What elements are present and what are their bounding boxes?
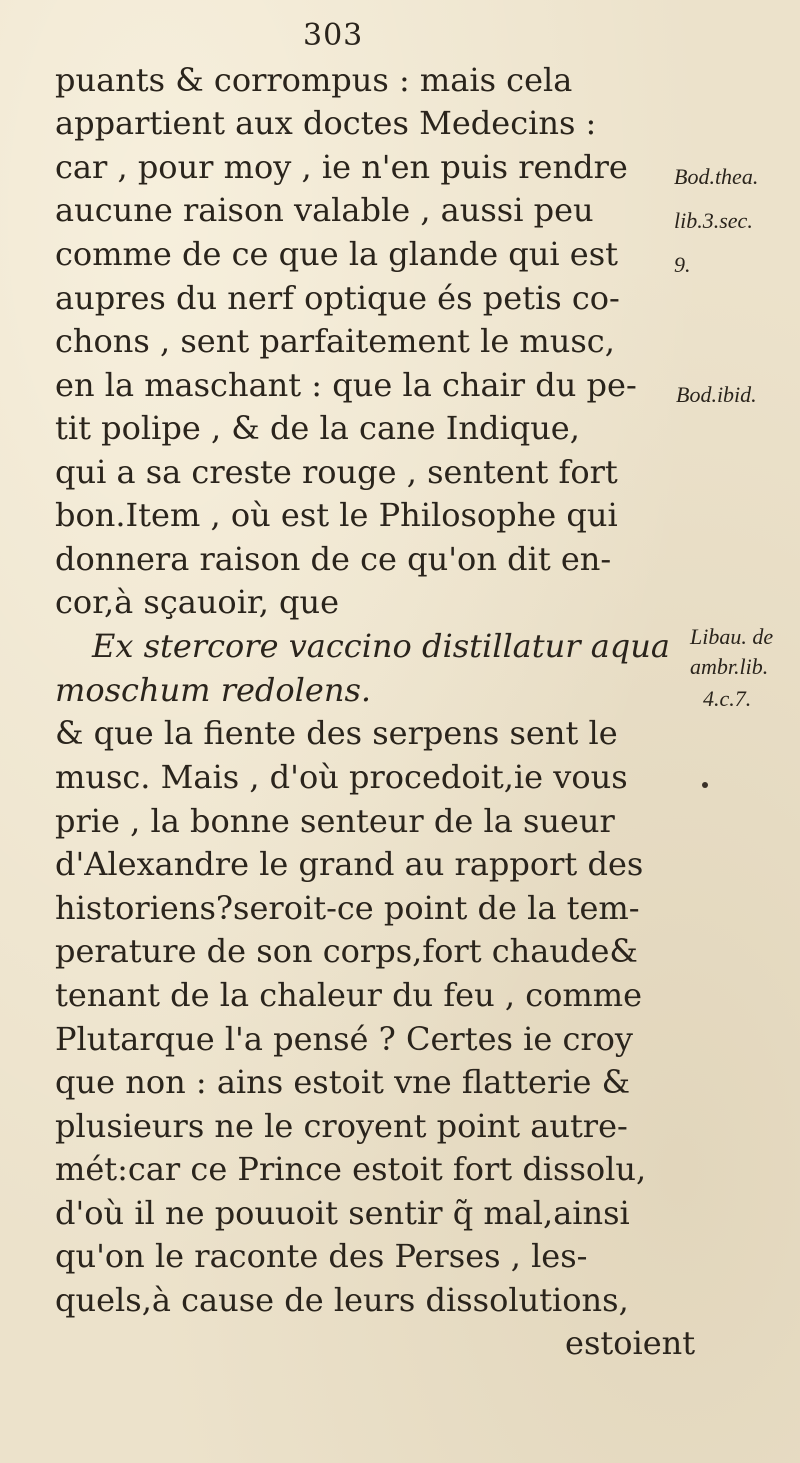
latin-quote-line-1: Ex stercore vaccino distillatur aqua <box>92 627 670 665</box>
text-line-6: aupres du nerf optique és petis co- <box>55 279 620 317</box>
latin-quote-line-2: moschum redolens. <box>55 671 372 709</box>
text-line-2: appartient aux doctes Medecins : <box>55 104 597 142</box>
text-line-5: comme de ce que la glande qui est <box>55 235 619 273</box>
text-line-1: puants & corrompus : mais cela <box>55 61 573 99</box>
catchword: estoient <box>565 1324 696 1362</box>
text-line-23: Plutarque l'a pensé ? Certes ie croy <box>55 1020 633 1058</box>
text-line-27: d'où il ne pouuoit sentir q̃ mal,ainsi <box>55 1194 630 1232</box>
margin-note-libau-3: 4.c.7. <box>703 686 752 711</box>
text-line-19: d'Alexandre le grand au rapport des <box>55 845 644 883</box>
text-line-13: cor,à sçauoir, que <box>55 583 340 621</box>
text-line-3: car , pour moy , ie n'en puis rendre <box>55 148 628 186</box>
text-line-9: tit polipe , & de la cane Indique, <box>55 409 580 447</box>
text-line-29: quels,à cause de leurs dissolutions, <box>55 1281 629 1319</box>
text-line-16: & que la fiente des serpens sent le <box>55 714 618 752</box>
text-line-4: aucune raison valable , aussi peu <box>55 191 594 229</box>
text-line-7: chons , sent parfaitement le musc, <box>55 322 615 360</box>
margin-note-bod-thea-2: lib.3.sec. <box>674 208 753 233</box>
text-line-12: donnera raison de ce qu'on dit en- <box>55 540 612 578</box>
margin-ink-dot <box>702 782 708 788</box>
text-line-22: tenant de la chaleur du feu , comme <box>55 976 643 1014</box>
margin-note-bod-thea-3: 9. <box>674 252 691 277</box>
page-number: 303 <box>303 18 364 53</box>
text-line-28: qu'on le raconte des Perses , les- <box>55 1237 588 1275</box>
text-line-25: plusieurs ne le croyent point autre- <box>55 1107 628 1145</box>
text-line-24: que non : ains estoit vne flatterie & <box>55 1063 631 1101</box>
text-line-10: qui a sa creste rouge , sentent fort <box>55 453 618 491</box>
margin-note-bod-ibid: Bod.ibid. <box>676 382 757 407</box>
text-line-17: musc. Mais , d'où procedoit,ie vous <box>55 758 628 796</box>
margin-note-libau-1: Libau. de <box>690 624 774 649</box>
margin-note-libau-2: ambr.lib. <box>690 654 769 679</box>
text-line-18: prie , la bonne senteur de la sueur <box>55 802 615 840</box>
text-line-8: en la maschant : que la chair du pe- <box>55 366 637 404</box>
margin-note-bod-thea-1: Bod.thea. <box>674 164 759 189</box>
text-line-26: mét:car ce Prince estoit fort dissolu, <box>55 1150 647 1188</box>
text-line-11: bon.Item , où est le Philosophe qui <box>55 496 618 534</box>
text-line-20: historiens?seroit-ce point de la tem- <box>55 889 640 927</box>
text-line-21: perature de son corps,fort chaude& <box>55 932 638 970</box>
